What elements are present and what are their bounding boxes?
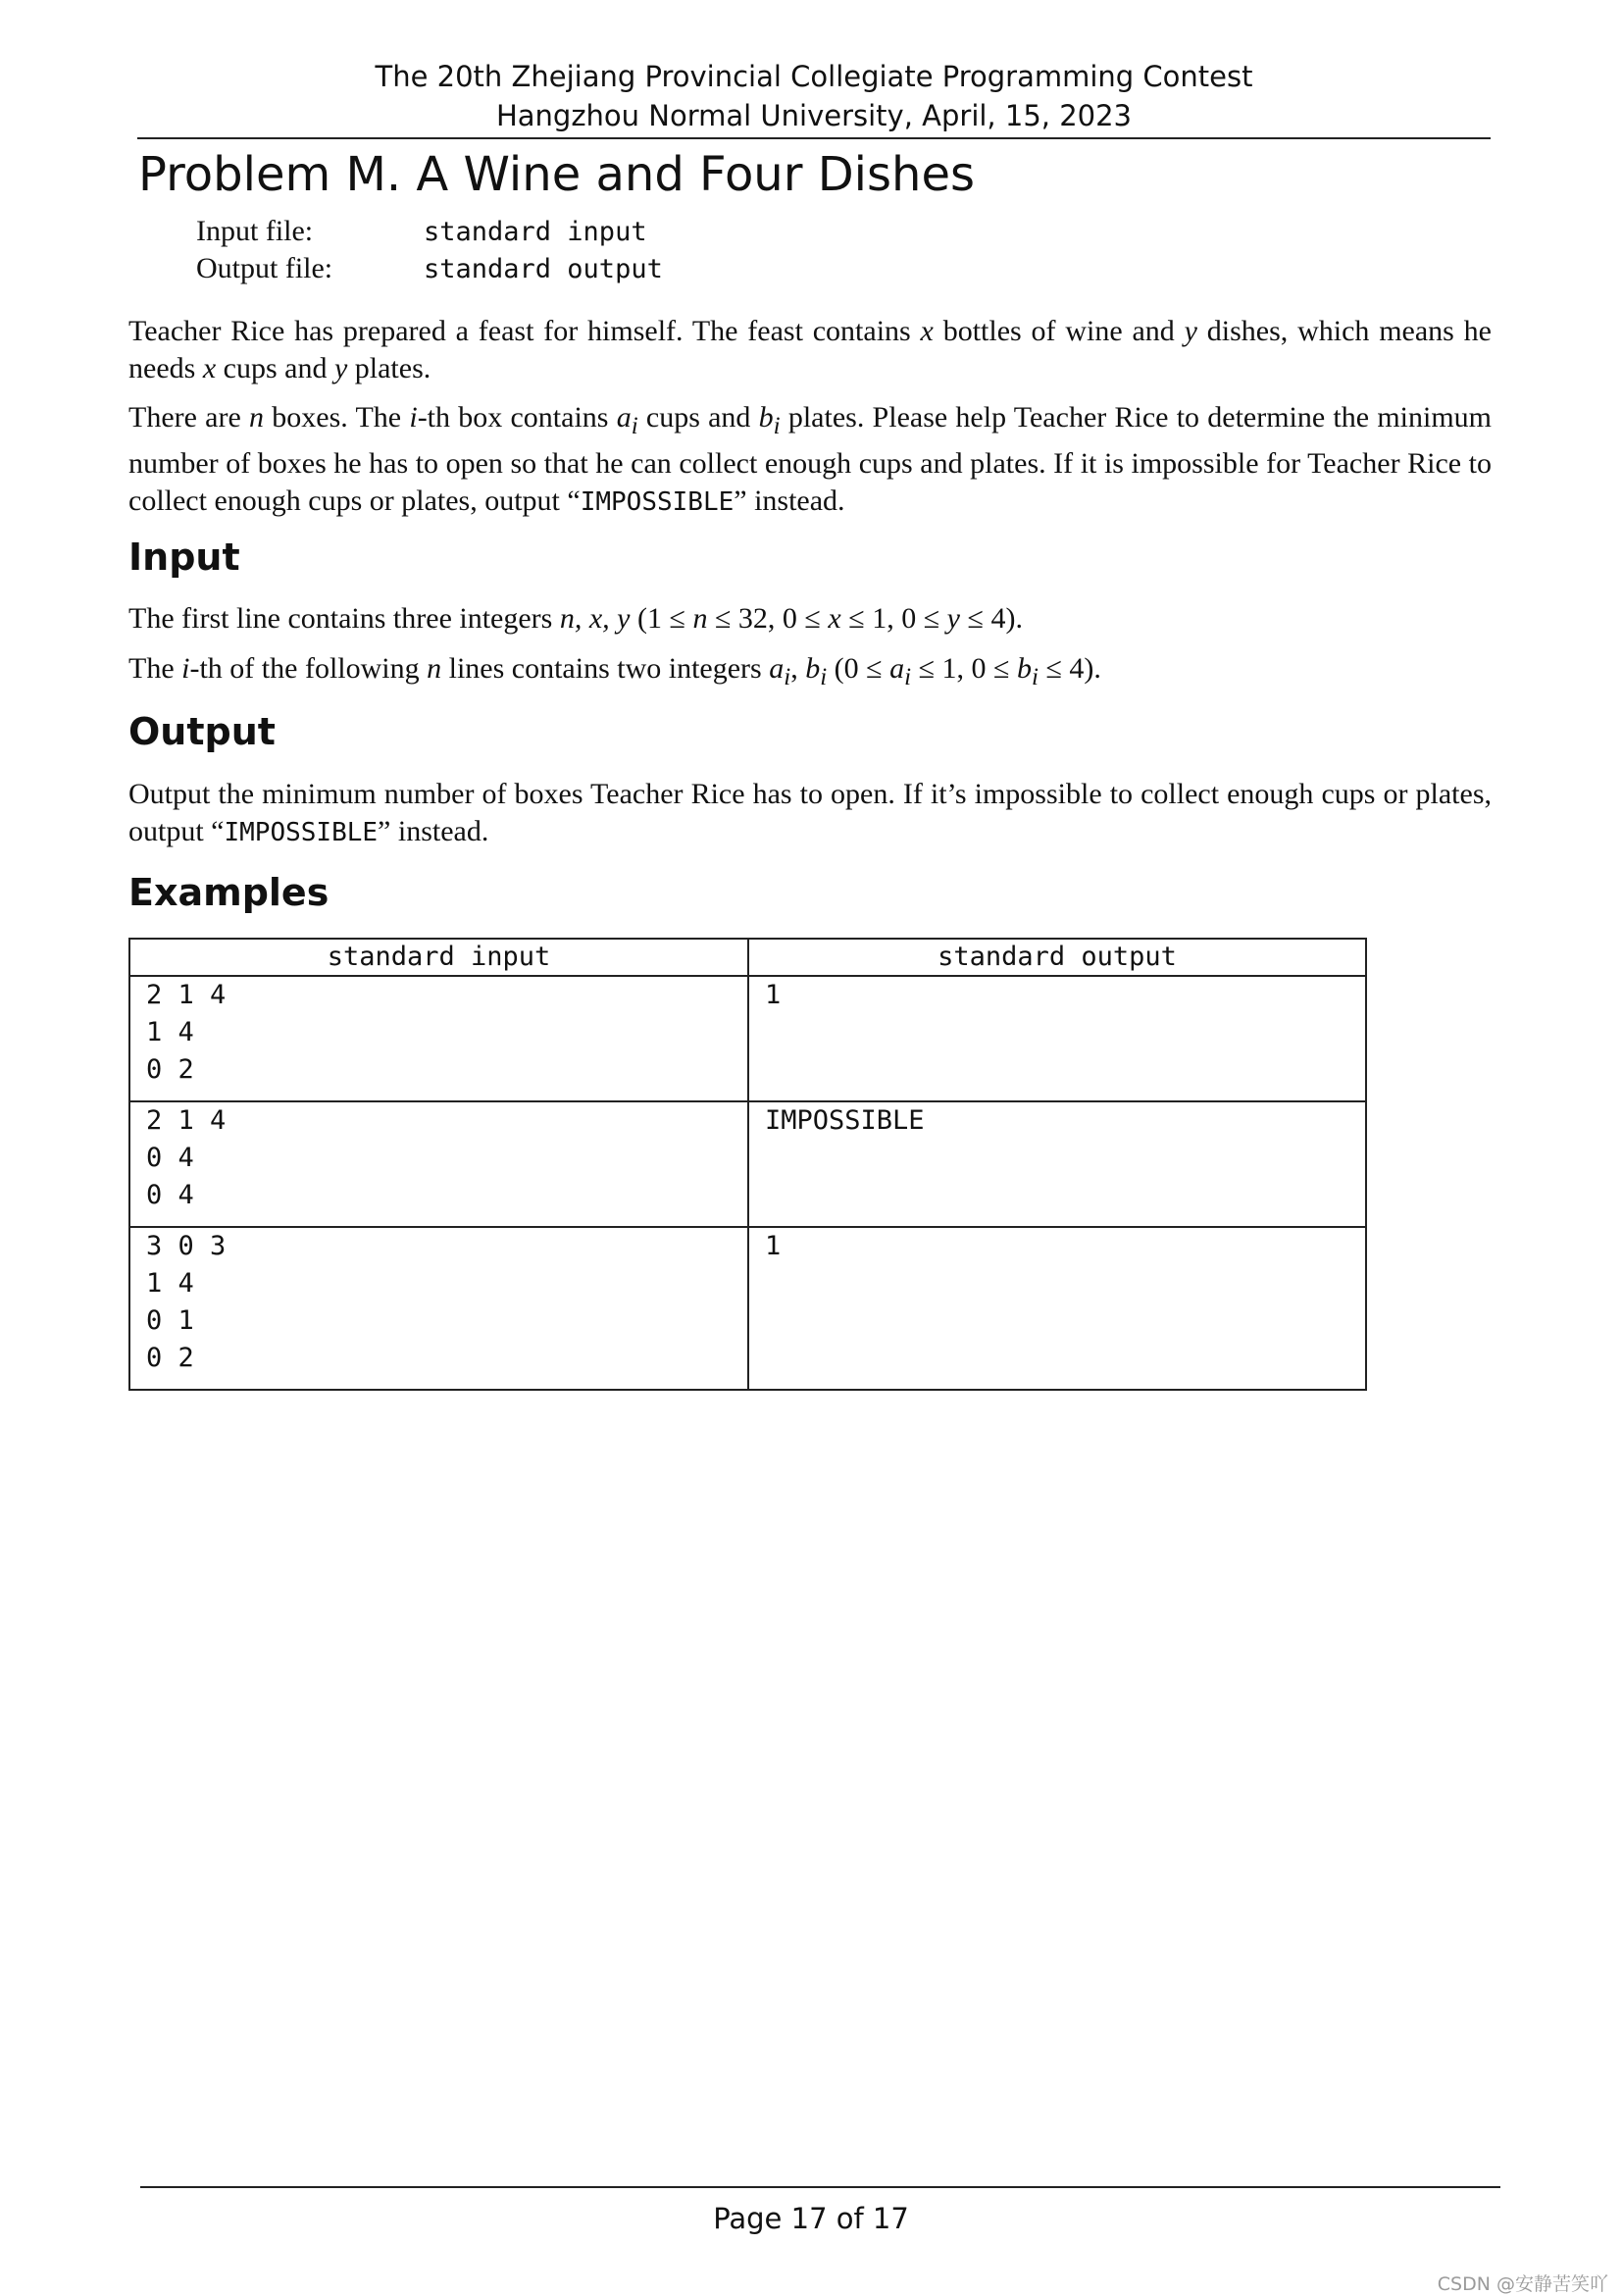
example-output: 1 (748, 1227, 1366, 1390)
output-file-label: Output file: (196, 252, 333, 284)
output-file-value: standard output (424, 254, 663, 284)
column-header-input: standard input (129, 939, 748, 976)
column-header-output: standard output (748, 939, 1366, 976)
example-row (129, 976, 1366, 1101)
examples-header-row (129, 939, 1366, 976)
impossible-keyword: IMPOSSIBLE (580, 487, 735, 517)
input-description-line-1: The first line contains three integers n, x, y (1 ≤ n ≤ 32, 0 ≤ x ≤ 1, 0 ≤ y ≤ 4). (128, 602, 1023, 635)
example-input: 2 1 4 0 4 0 4 (129, 1101, 748, 1227)
statement-paragraph-1: Teacher Rice has prepared a feast for himself. The feast contains x bottles of wine and y dishes, which means he needs x cups and y plates. (128, 315, 1492, 384)
examples-heading: Examples (128, 871, 329, 914)
example-input: 3 0 3 1 4 0 1 0 2 (129, 1227, 748, 1390)
header-rule (137, 137, 1491, 139)
input-description-line-2: The i-th of the following n lines contains two integers $a_i$, $b_i$ ($0 \le a_i \le 1$, $0 \le b_i \le 4$). (128, 652, 1101, 690)
problem-title: Problem M. A Wine and Four Dishes (138, 147, 975, 202)
contest-venue-date: Hangzhou Normal University, April, 15, 2023 (495, 99, 1133, 132)
example-row (129, 1101, 1366, 1227)
impossible-keyword: IMPOSSIBLE (224, 818, 379, 847)
examples-table (128, 938, 1367, 1391)
input-file-row (196, 213, 663, 250)
input-file-label: Input file: (196, 215, 314, 247)
input-file-value: standard input (424, 217, 647, 247)
input-heading: Input (128, 536, 240, 579)
page-number: Page 17 of 17 (713, 2202, 909, 2235)
output-description: Output the minimum number of boxes Teacher Rice has to open. If it’s impossible to collect enough cups or plates, output “IMPOSSIBLE” instead. (128, 778, 1492, 847)
output-heading: Output (128, 710, 276, 753)
watermark: CSDN @安静苦笑吖 (1437, 2273, 1608, 2295)
example-output: IMPOSSIBLE (748, 1101, 1366, 1227)
statement-paragraph-2: There are n boxes. The i-th box contains $a_i$ cups and $b_i$ plates. Please help Teacher Rice to determine the minimum number of boxes he has to open so that he can collect enough cups and plates. If it is impossible for Teacher Rice to collect enough cups or plates, output “IMPOSSIBLE” instead. (128, 401, 1492, 517)
example-row (129, 1227, 1366, 1390)
page-header (137, 57, 1491, 135)
example-input: 2 1 4 1 4 0 2 (129, 976, 748, 1101)
example-output: 1 (748, 976, 1366, 1101)
output-file-row (196, 250, 663, 287)
footer-rule (140, 2186, 1500, 2188)
io-spec (196, 213, 663, 287)
contest-name: The 20th Zhejiang Provincial Collegiate Programming Contest (375, 60, 1253, 93)
